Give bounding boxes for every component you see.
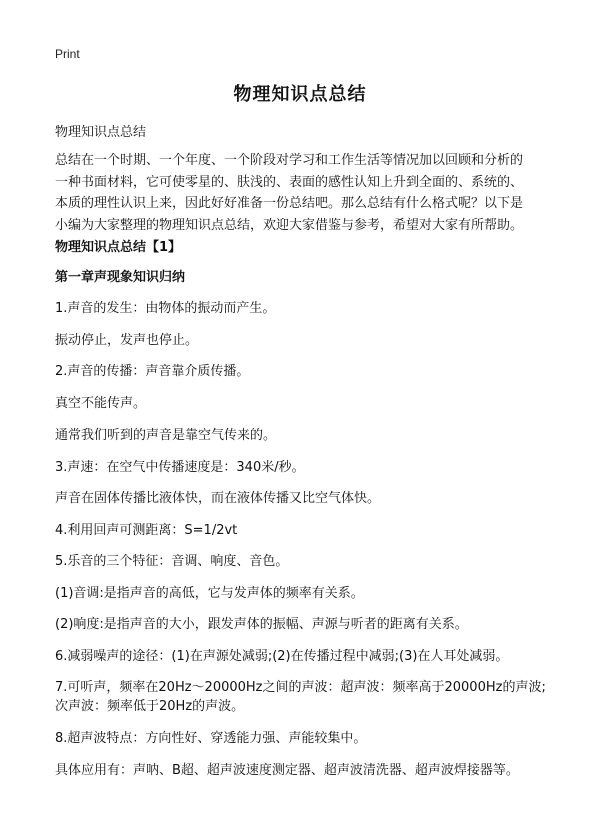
- paragraph: 1.声音的发生：由物体的振动而产生。: [55, 301, 276, 316]
- paragraph: 2.声音的传播：声音靠介质传播。: [55, 364, 250, 379]
- paragraph: (1)音调:是指声音的高低，它与发声体的频率有关系。: [55, 586, 364, 601]
- page-title: 物理知识点总结: [233, 84, 367, 105]
- print-link[interactable]: Print: [55, 47, 80, 61]
- paragraph: 4.利用回声可测距离：S=1/2vt: [55, 523, 238, 538]
- intro-line: 本质的理性认识上来，因此好好准备一份总结吧。那么总结有什么格式呢？以下是: [55, 196, 524, 211]
- intro-line: 小编为大家整理的物理知识点总结，欢迎大家借鉴与参考，希望对大家有所帮助。: [55, 217, 524, 233]
- paragraph: 7.可听声，频率在20Hz～20000Hz之间的声波：超声波：频率高于20000Hz的声波;: [55, 680, 546, 695]
- document-subtitle: 物理知识点总结: [55, 125, 147, 140]
- intro-line: 总结在一个时期、一个年度、一个阶段对学习和工作生活等情况加以回顾和分析的: [55, 153, 524, 168]
- section-heading: 物理知识点总结【1】: [55, 240, 182, 255]
- paragraph: 5.乐音的三个特征：音调、响度、音色。: [55, 554, 289, 569]
- paragraph: (2)响度:是指声音的大小，跟发声体的振幅、声源与听者的距离有关系。: [55, 617, 468, 632]
- paragraph: 6.减弱噪声的途径：(1)在声源处减弱;(2)在传播过程中减弱;(3)在人耳处减弱。: [55, 649, 509, 664]
- intro-paragraph: [55, 150, 555, 236]
- intro-line: 一种书面材料，它可使零星的、肤浅的、表面的感性认知上升到全面的、系统的、: [55, 174, 524, 190]
- paragraph: 次声波：频率低于20Hz的声波。: [55, 699, 245, 714]
- paragraph: 具体应用有：声呐、B超、超声波速度测定器、超声波清洗器、超声波焊接器等。: [55, 763, 519, 778]
- paragraph: 声音在固体传播比液体快，而在液体传播又比空气体快。: [55, 491, 381, 506]
- paragraph: 3.声速：在空气中传播速度是：340米/秒。: [55, 460, 305, 475]
- paragraph: 振动停止，发声也停止。: [55, 333, 199, 348]
- paragraph: 通常我们听到的声音是靠空气传来的。: [55, 428, 277, 443]
- paragraph: 8.超声波特点：方向性好、穿透能力强、声能较集中。: [55, 731, 367, 746]
- chapter-heading: 第一章声现象知识归纳: [55, 270, 186, 285]
- paragraph: 真空不能传声。: [55, 396, 147, 411]
